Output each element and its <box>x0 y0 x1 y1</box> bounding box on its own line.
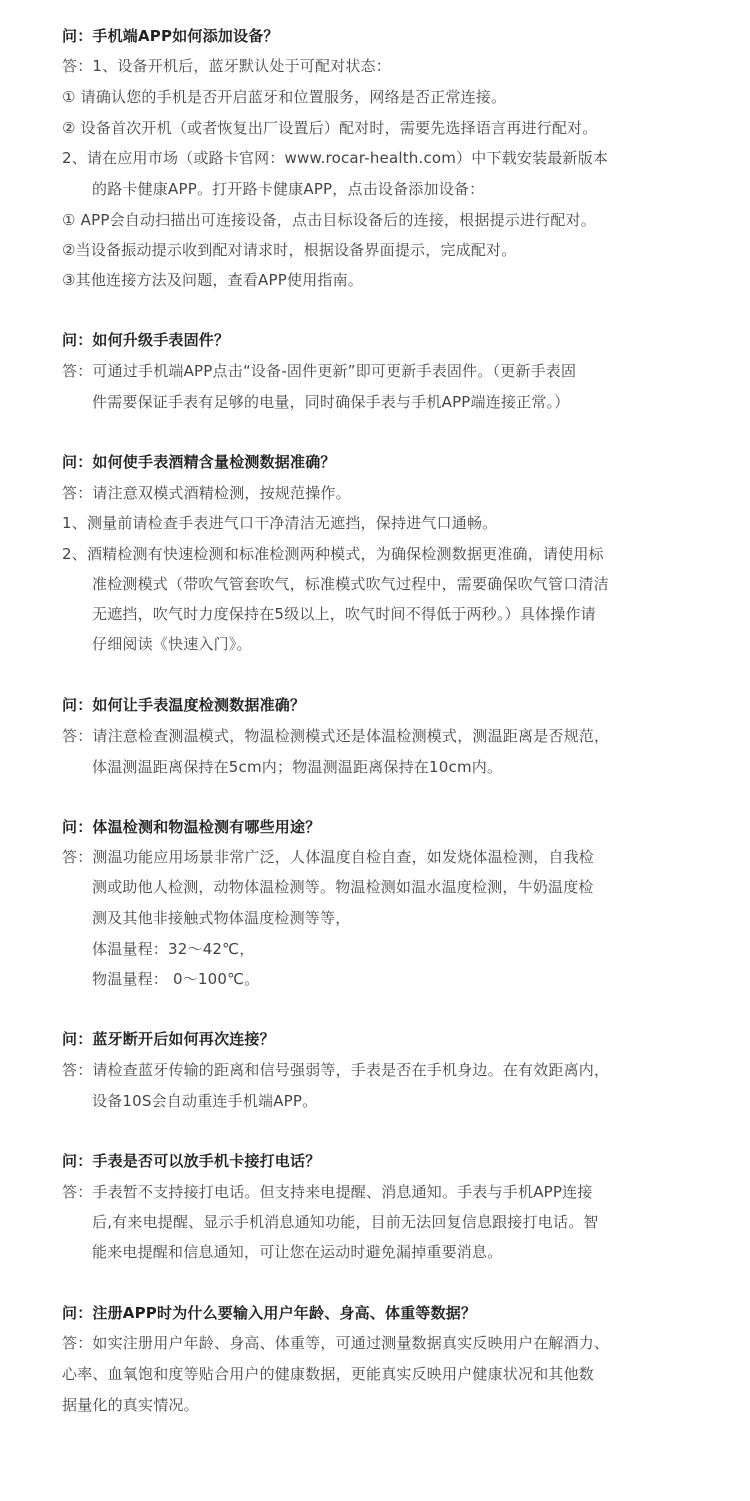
faq-answer-line: ②当设备振动提示收到配对请求时，根据设备界面提示，完成配对。 <box>62 241 517 259</box>
faq-answer-line: 后,有来电提醒、显示手机消息通知功能，目前无法回复信息跟接打电话。智 <box>92 1213 599 1231</box>
faq-answer-line: 2、酒精检测有快速检测和标准检测两种模式，为确保检测数据更准确，请使用标 <box>62 545 604 563</box>
faq-answer-line: 1、测量前请检查手表进气口干净清洁无遮挡，保持进气口通畅。 <box>62 514 498 532</box>
faq-answer-line: 答：1、设备开机后，蓝牙默认处于可配对状态： <box>62 57 391 75</box>
faq-answer-line: 2、请在应用市场（或路卡官网：www.rocar-health.com）中下载安装最新版本 <box>62 149 609 167</box>
faq-answer-line: ② 设备首次开机（或者恢复出厂设置后）配对时，需要先选择语言再进行配对。 <box>62 119 598 137</box>
faq-answer-line: 答：测温功能应用场景非常广泛，人体温度自检自查，如发烧体温检测，自我检 <box>62 848 595 866</box>
faq-question-alcohol: 问：如何使手表酒精含量检测数据准确？ <box>62 453 336 471</box>
faq-answer-line: 答：手表暂不支持接打电话。但支持来电提醒、消息通知。手表与手机APP连接 <box>62 1183 593 1201</box>
faq-answer-line: 心率、血氧饱和度等贴合用户的健康数据，更能真实反映用户健康状况和其他数 <box>62 1365 595 1383</box>
faq-answer-line: 件需要保证手表有足够的电量，同时确保手表与手机APP端连接正常。） <box>92 393 570 411</box>
faq-answer-line: 体温量程：32～42℃， <box>92 940 255 958</box>
faq-answer-line: ③其他连接方法及问题，查看APP使用指南。 <box>62 271 364 289</box>
faq-answer-line: 物温量程： 0～100℃。 <box>92 970 260 988</box>
faq-question-temperature: 问：如何让手表温度检测数据准确？ <box>62 696 306 714</box>
faq-answer-line: 的路卡健康APP。打开路卡健康APP，点击设备添加设备： <box>92 180 485 198</box>
faq-question-firmware: 问：如何升级手表固件？ <box>62 331 230 349</box>
faq-question-bluetooth-reconnect: 问：蓝牙断开后如何再次连接？ <box>62 1030 275 1048</box>
faq-answer-line: 据量化的真实情况。 <box>62 1396 199 1414</box>
faq-answer-line: 能来电提醒和信息通知，可让您在运动时避免漏掉重要消息。 <box>92 1243 503 1261</box>
faq-answer-line: 答：请检查蓝牙传输的距离和信号强弱等，手表是否在手机身边。在有效距离内， <box>62 1061 610 1079</box>
faq-question-temp-uses: 问：体温检测和物温检测有哪些用途？ <box>62 818 321 836</box>
faq-answer-line: 答：如实注册用户年龄、身高、体重等，可通过测量数据真实反映用户在解酒力、 <box>62 1334 610 1352</box>
faq-answer-line: 准检测模式（带吹气管套吹气，标准模式吹气过程中，需要确保吹气管口清洁 <box>92 575 609 593</box>
faq-answer-line: 答：请注意检查测温模式，物温检测模式还是体温检测模式，测温距离是否规范， <box>62 727 610 745</box>
faq-question-phone-calls: 问：手表是否可以放手机卡接打电话？ <box>62 1152 321 1170</box>
faq-answer-line: 测及其他非接触式物体温度检测等等， <box>92 909 351 927</box>
faq-answer-line: 无遮挡，吹气时力度保持在5级以上，吹气时间不得低于两秒。）具体操作请 <box>92 605 596 623</box>
faq-answer-line: ① APP会自动扫描出可连接设备，点击目标设备后的连接，根据提示进行配对。 <box>62 211 596 229</box>
faq-answer-line: 体温测温距离保持在5cm内；物温测温距离保持在10cm内。 <box>92 758 503 776</box>
faq-answer-line: 设备10S会自动重连手机端APP。 <box>92 1092 318 1110</box>
faq-answer-line: ① 请确认您的手机是否开启蓝牙和位置服务，网络是否正常连接。 <box>62 88 507 106</box>
faq-answer-line: 答：请注意双模式酒精检测，按规范操作。 <box>62 484 351 502</box>
faq-answer-line: 仔细阅读《快速入门》。 <box>92 635 252 653</box>
faq-question-add-device: 问：手机端APP如何添加设备？ <box>62 27 279 45</box>
faq-question-registration-data: 问：注册APP时为什么要输入用户年龄、身高、体重等数据？ <box>62 1304 477 1322</box>
faq-answer-line: 答：可通过手机端APP点击“设备-固件更新”即可更新手表固件。（更新手表固 <box>62 362 577 380</box>
faq-answer-line: 测或助他人检测，动物体温检测等。物温检测如温水温度检测，牛奶温度检 <box>92 878 594 896</box>
